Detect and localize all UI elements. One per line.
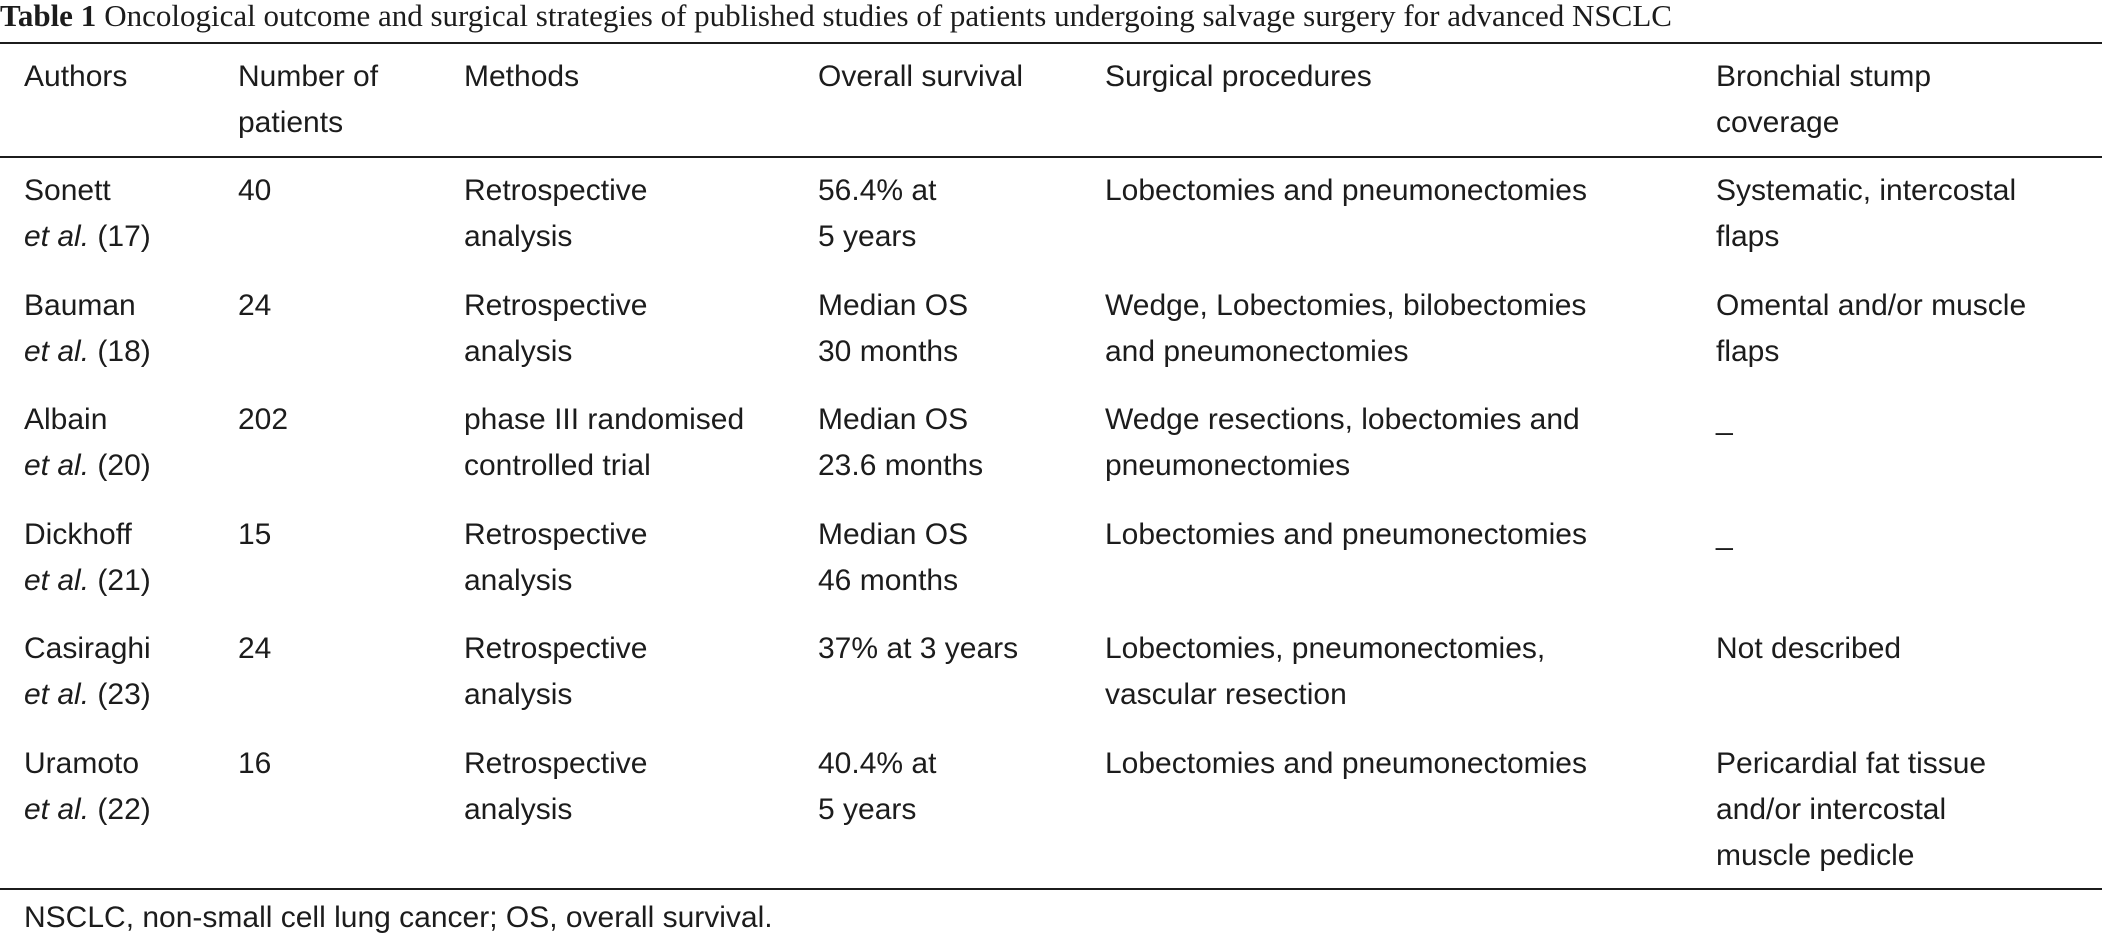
table-label: Table 1 bbox=[0, 0, 97, 33]
header-surgical-procedures: Surgical procedures bbox=[1105, 60, 1372, 93]
coverage-cell: _ bbox=[1716, 403, 1733, 436]
top-rule bbox=[0, 42, 2102, 44]
patients-cell: 40 bbox=[238, 174, 272, 207]
coverage-cell: _ bbox=[1716, 518, 1733, 551]
coverage-cell: Not described bbox=[1716, 632, 1902, 665]
bottom-rule bbox=[0, 888, 2102, 890]
procedures-cell: Lobectomies and pneumonectomies bbox=[1105, 518, 1587, 551]
patients-cell: 24 bbox=[238, 289, 272, 322]
coverage-cell: Systematic, intercostal flaps bbox=[1716, 174, 2017, 253]
table-footnote: NSCLC, non-small cell lung cancer; OS, overall survival. bbox=[24, 901, 773, 934]
author-cell: Dickhoff et al. (21) bbox=[24, 518, 151, 597]
header-number-of-patients: Number of patients bbox=[238, 60, 379, 139]
patients-cell: 15 bbox=[238, 518, 272, 551]
header-bronchial-stump-coverage: Bronchial stump coverage bbox=[1716, 60, 1932, 139]
table-title: Oncological outcome and surgical strategies of published studies of patients undergoing salvage surgery for advanced NSCLC bbox=[104, 0, 1672, 33]
procedures-cell: Lobectomies and pneumonectomies bbox=[1105, 174, 1587, 207]
patients-cell: 24 bbox=[238, 632, 272, 665]
methods-cell: Retrospective analysis bbox=[464, 174, 648, 253]
methods-cell: Retrospective analysis bbox=[464, 289, 648, 368]
coverage-cell: Omental and/or muscle flaps bbox=[1716, 289, 2027, 368]
coverage-cell: Pericardial fat tissue and/or intercostal muscle pedicle bbox=[1716, 747, 1987, 872]
author-cell: Casiraghi et al. (23) bbox=[24, 632, 151, 711]
methods-cell: Retrospective analysis bbox=[464, 632, 648, 711]
header-methods: Methods bbox=[464, 60, 580, 93]
procedures-cell: Wedge, Lobectomies, bilobectomies and pneumonectomies bbox=[1105, 289, 1587, 368]
survival-cell: Median OS 46 months bbox=[818, 518, 969, 597]
header-overall-survival: Overall survival bbox=[818, 60, 1024, 93]
survival-cell: Median OS 23.6 months bbox=[818, 403, 984, 482]
survival-cell: 56.4% at 5 years bbox=[818, 174, 937, 253]
header-authors: Authors bbox=[24, 60, 128, 93]
patients-cell: 202 bbox=[238, 403, 289, 436]
procedures-cell: Lobectomies and pneumonectomies bbox=[1105, 747, 1587, 780]
author-cell: Uramoto et al. (22) bbox=[24, 747, 151, 826]
header-rule bbox=[0, 156, 2102, 158]
methods-cell: phase III randomised controlled trial bbox=[464, 403, 745, 482]
author-cell: Sonett et al. (17) bbox=[24, 174, 151, 253]
patients-cell: 16 bbox=[238, 747, 272, 780]
methods-cell: Retrospective analysis bbox=[464, 747, 648, 826]
survival-cell: 37% at 3 years bbox=[818, 632, 1019, 665]
methods-cell: Retrospective analysis bbox=[464, 518, 648, 597]
survival-cell: Median OS 30 months bbox=[818, 289, 969, 368]
table-caption bbox=[0, 0, 1672, 38]
procedures-cell: Wedge resections, lobectomies and pneumonectomies bbox=[1105, 403, 1580, 482]
author-cell: Bauman et al. (18) bbox=[24, 289, 151, 368]
procedures-cell: Lobectomies, pneumonectomies, vascular resection bbox=[1105, 632, 1546, 711]
author-cell: Albain et al. (20) bbox=[24, 403, 151, 482]
survival-cell: 40.4% at 5 years bbox=[818, 747, 937, 826]
